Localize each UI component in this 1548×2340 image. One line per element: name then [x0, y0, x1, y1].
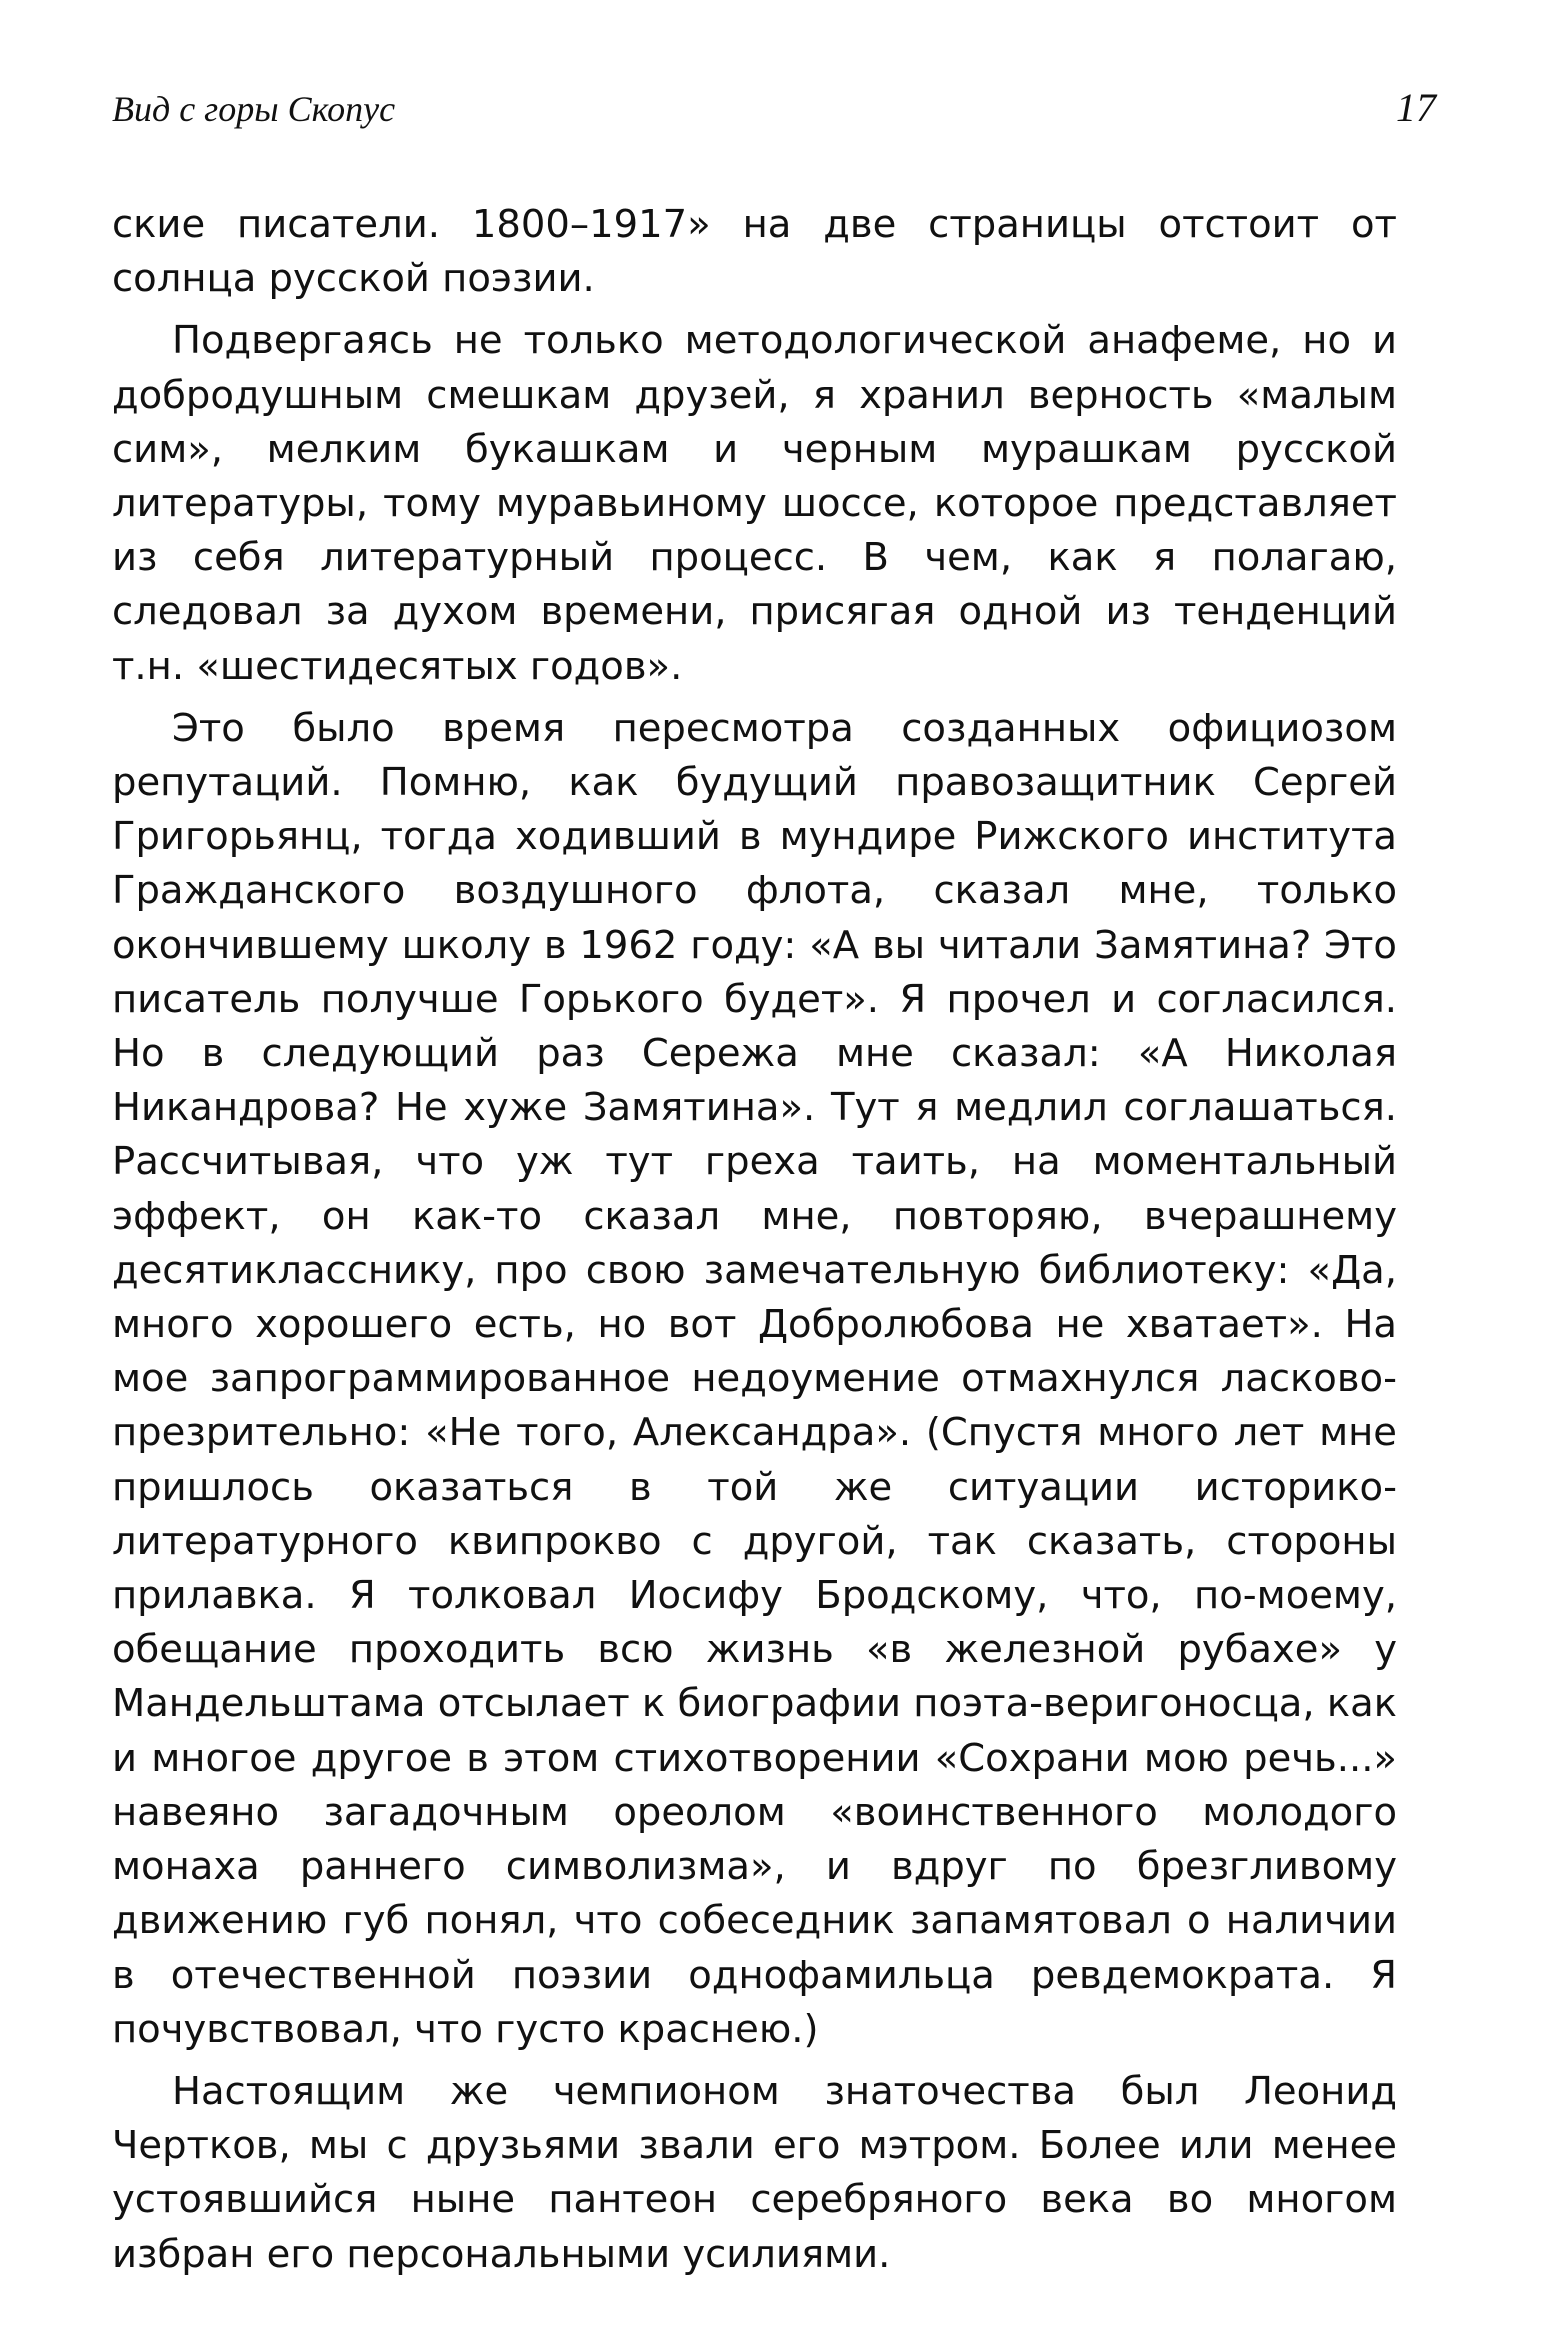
- running-title: Вид с горы Скопус: [112, 89, 396, 129]
- paragraph: Это было время пересмотра созданных официозом репутаций. Помню, как будущий правозащитник Сергей Григорьянц, тогда ходивший в мундире Рижского института Гражданского воздушного флота, сказал мне, только окончившему школу в 1962 году: «А вы читали Замятина? Это писатель получше Горького будет». Я прочел и согласился. Но в следующий раз Сережа мне сказал: «А Николая Никандрова? Не хуже Замятина». Тут я медлил соглашаться. Рассчитывая, что уж тут греха таить, на моментальный эффект, он как-то сказал мне, повторяю, вчерашнему десятикласснику, про свою замечательную библиотеку: «Да, много хорошего есть, но вот Добролюбова не хватает». На мое запрограммированное недоумение отмахнулся ласково-презрительно: «Не того, Александра». (Спустя много лет мне пришлось оказаться в той же ситуации историко-литературного квипрокво с другой, так сказать, стороны прилавка. Я толковал Иосифу Бродскому, что, по-моему, обещание проходить всю жизнь «в железной рубахе» у Мандельштама отсылает к биографии поэта-веригоносца, как и многое другое в этом стихотворении «Сохрани мою речь...» навеяно загадочным ореолом «воинственного молодого монаха раннего символизма», и вдруг по брезгливому движению губ понял, что собеседник запамятовал о наличии в отечественной поэзии однофамильца ревдемократа. Я почувствовал, что густо краснею.): [112, 705, 1397, 2052]
- paragraph-continued: ские писатели. 1800–1917» на две страницы отстоит от солнца русской поэзии.: [112, 202, 1397, 302]
- running-head: [112, 85, 1436, 148]
- paragraph: Настоящим же чемпионом знаточества был Леонид Чертков, мы с друзьями звали его мэтром. Более или менее устоявшийся ныне пантеон серебряного века во многом избран его персональными усилиями.: [112, 2068, 1397, 2277]
- page-number: 17: [1396, 85, 1436, 130]
- body-text: [112, 198, 1397, 2282]
- paragraph: Подвергаясь не только методологической анафеме, но и добродушным смешкам друзей, я хранил верность «малым сим», мелким букашкам и черным мурашкам русской литературы, тому муравьиному шоссе, которое представляет из себя литературный процесс. В чем, как я полагаю, следовал за духом времени, присягая одной из тенденций т.н. «шестидесятых годов».: [112, 318, 1397, 689]
